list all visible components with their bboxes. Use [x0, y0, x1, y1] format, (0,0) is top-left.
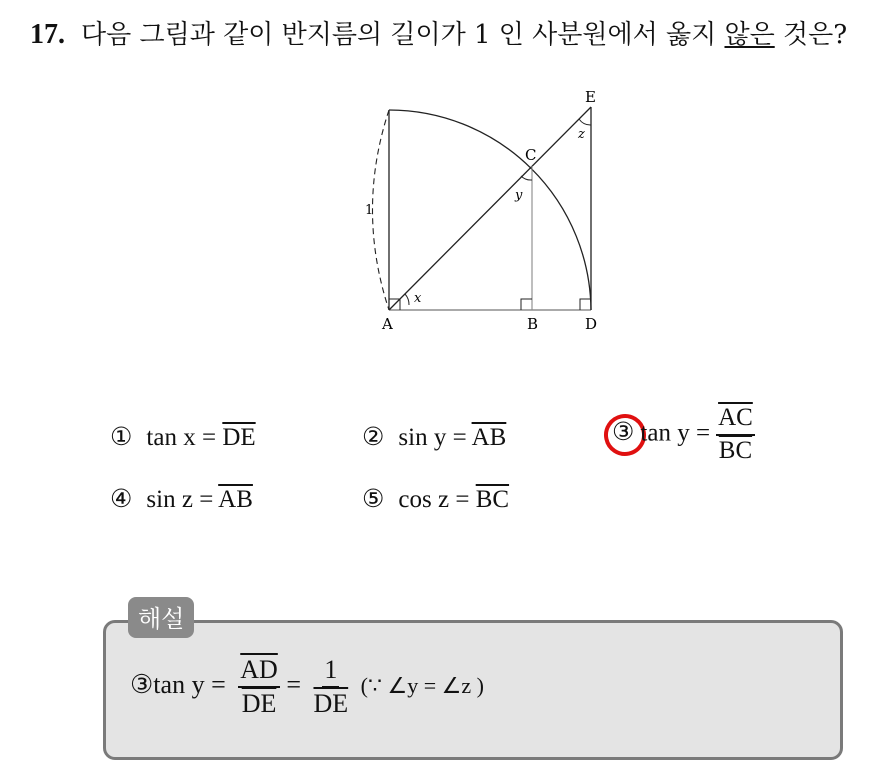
solution-tag: 해설	[128, 597, 194, 638]
solution-prefix: ③tan y =	[130, 669, 226, 699]
radius-label: 1	[365, 203, 374, 218]
choice-5-rhs: $\overline{BC}$	[475, 486, 510, 513]
angle-x-label: x	[414, 291, 422, 306]
solution-equals: =	[286, 669, 301, 699]
solution-text	[130, 656, 484, 718]
choice-4-number: ④	[110, 486, 133, 513]
solution-frac2-bot: DE	[313, 689, 349, 719]
choice-1-lhs: tan x =	[146, 424, 217, 451]
choice-3-lhs: tan y =	[640, 419, 711, 447]
angle-x-arc	[405, 294, 409, 305]
choice-1-number: ①	[110, 424, 133, 451]
question-text-end: 것은?	[774, 20, 848, 50]
right-angle-d	[580, 299, 591, 310]
choice-3-denominator: BC	[718, 437, 753, 465]
choice-4-lhs: sin z =	[146, 486, 214, 513]
label-c: C	[525, 146, 537, 164]
label-e: E	[585, 88, 596, 106]
solution-frac1-bot: DE	[241, 689, 277, 719]
choice-4[interactable]	[110, 484, 253, 514]
choice-1-rhs: $\overline{DE}$	[222, 424, 256, 451]
angle-z-label: z	[578, 127, 585, 142]
choice-3-number: ③	[612, 419, 635, 447]
question-underlined-text: 않은	[724, 20, 775, 50]
solution-frac2-top: 1	[322, 656, 339, 688]
choice-3[interactable]	[612, 405, 755, 465]
choice-5[interactable]	[362, 484, 509, 514]
choice-2-number: ②	[362, 424, 385, 451]
choice-4-rhs: $\overline{AB}$	[218, 486, 253, 513]
choice-5-lhs: cos z =	[398, 486, 470, 513]
question-number: 17.	[30, 19, 65, 50]
choice-3-numerator: $\overline{AC}$	[716, 405, 755, 436]
choice-5-number: ⑤	[362, 486, 385, 513]
choice-3-fraction	[716, 405, 755, 465]
choice-2-rhs: $\overline{AB}$	[471, 424, 507, 451]
choice-1[interactable]	[110, 422, 256, 452]
label-d: D	[585, 315, 598, 333]
angle-z-arc	[579, 119, 591, 125]
angle-y-label: y	[515, 188, 523, 203]
solution-reason: (∵ ∠y = ∠z )	[360, 672, 484, 698]
label-b: B	[527, 315, 539, 333]
label-a: A	[382, 315, 393, 333]
right-angle-b	[521, 299, 532, 310]
solution-frac1-top: $\overline{AD}$	[238, 656, 280, 688]
solution-fraction-2	[313, 656, 348, 718]
radius-dashed-brace	[373, 110, 390, 310]
solution-fraction-1	[238, 656, 280, 718]
question-text: 다음 그림과 같이 반지름의 길이가 1 인 사분원에서 옳지	[81, 20, 725, 50]
choice-2-lhs: sin y =	[398, 424, 467, 451]
choice-2[interactable]	[362, 422, 506, 452]
